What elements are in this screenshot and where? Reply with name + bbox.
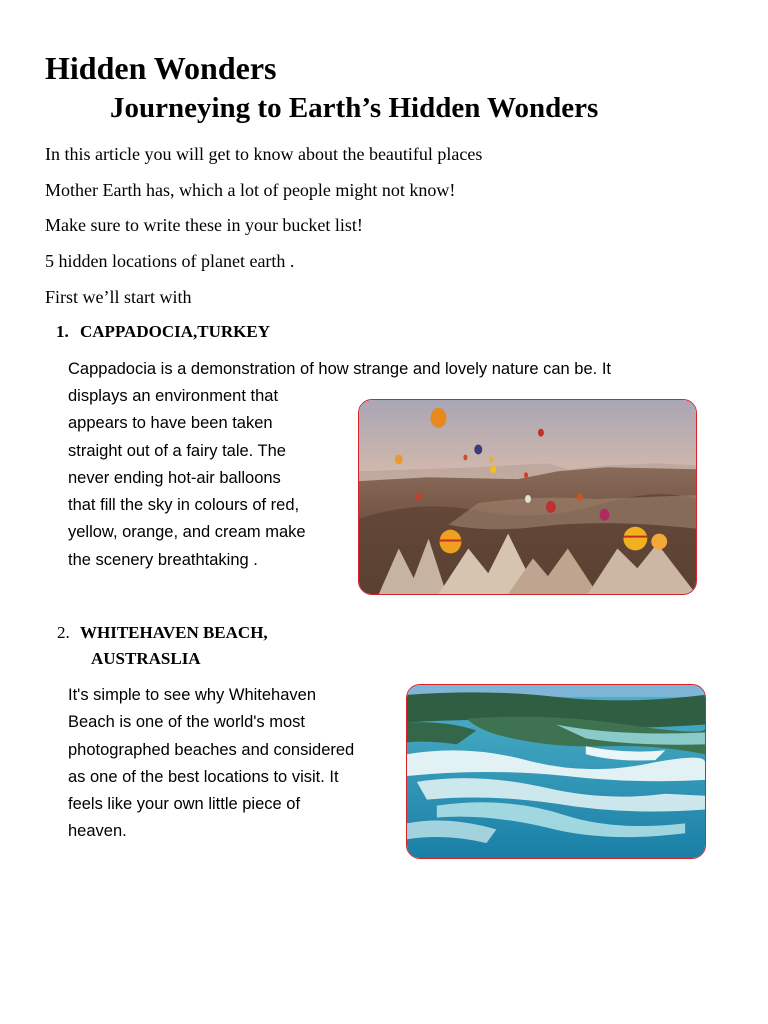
intro-line-2: Mother Earth has, which a lot of people might not know! — [45, 180, 456, 200]
section-2-line: heaven. — [68, 822, 127, 841]
section-1-line: never ending hot-air balloons — [68, 468, 281, 487]
document-title: Hidden Wonders — [45, 50, 277, 86]
section-2-line: feels like your own little piece of — [68, 795, 301, 814]
intro-line-4: 5 hidden locations of planet earth . — [45, 251, 295, 271]
section-1-line: yellow, orange, and cream make — [68, 523, 306, 542]
section-1-line: the scenery breathtaking . — [68, 550, 258, 569]
intro-line-1: In this article you will get to know about the beautiful places — [45, 144, 483, 164]
section-1-heading: CAPPADOCIA,TURKEY — [80, 322, 270, 341]
section-2-heading-line-1: WHITEHAVEN BEACH, — [80, 623, 268, 642]
section-1-line: appears to have been taken — [68, 414, 273, 433]
intro-line-3: Make sure to write these in your bucket list! — [45, 215, 363, 235]
section-2-heading-line-2: AUSTRASLIA — [91, 649, 201, 668]
section-2-line: Beach is one of the world's most — [68, 713, 306, 732]
section-1-line: that fill the sky in colours of red, — [68, 496, 300, 515]
section-2-body — [68, 682, 398, 846]
whitehaven-beach-photo — [406, 684, 706, 859]
section-1-line: straight out of a fairy tale. The — [68, 441, 286, 460]
section-2-line: It's simple to see why Whitehaven — [68, 686, 317, 704]
cappadocia-photo — [358, 399, 697, 595]
section-2-line: as one of the best locations to visit. It — [68, 767, 339, 786]
section-1-number: 1. — [56, 322, 69, 341]
section-1-first-line: Cappadocia is a demonstration of how strange and lovely nature can be. It — [68, 360, 612, 378]
section-1-body — [68, 383, 353, 574]
section-1-line: displays an environment that — [68, 387, 279, 405]
section-2-line: photographed beaches and considered — [68, 740, 355, 759]
section-2-number: 2. — [57, 623, 70, 642]
intro-line-5: First we’ll start with — [45, 287, 192, 307]
document-subtitle: Journeying to Earth’s Hidden Wonders — [110, 92, 599, 124]
